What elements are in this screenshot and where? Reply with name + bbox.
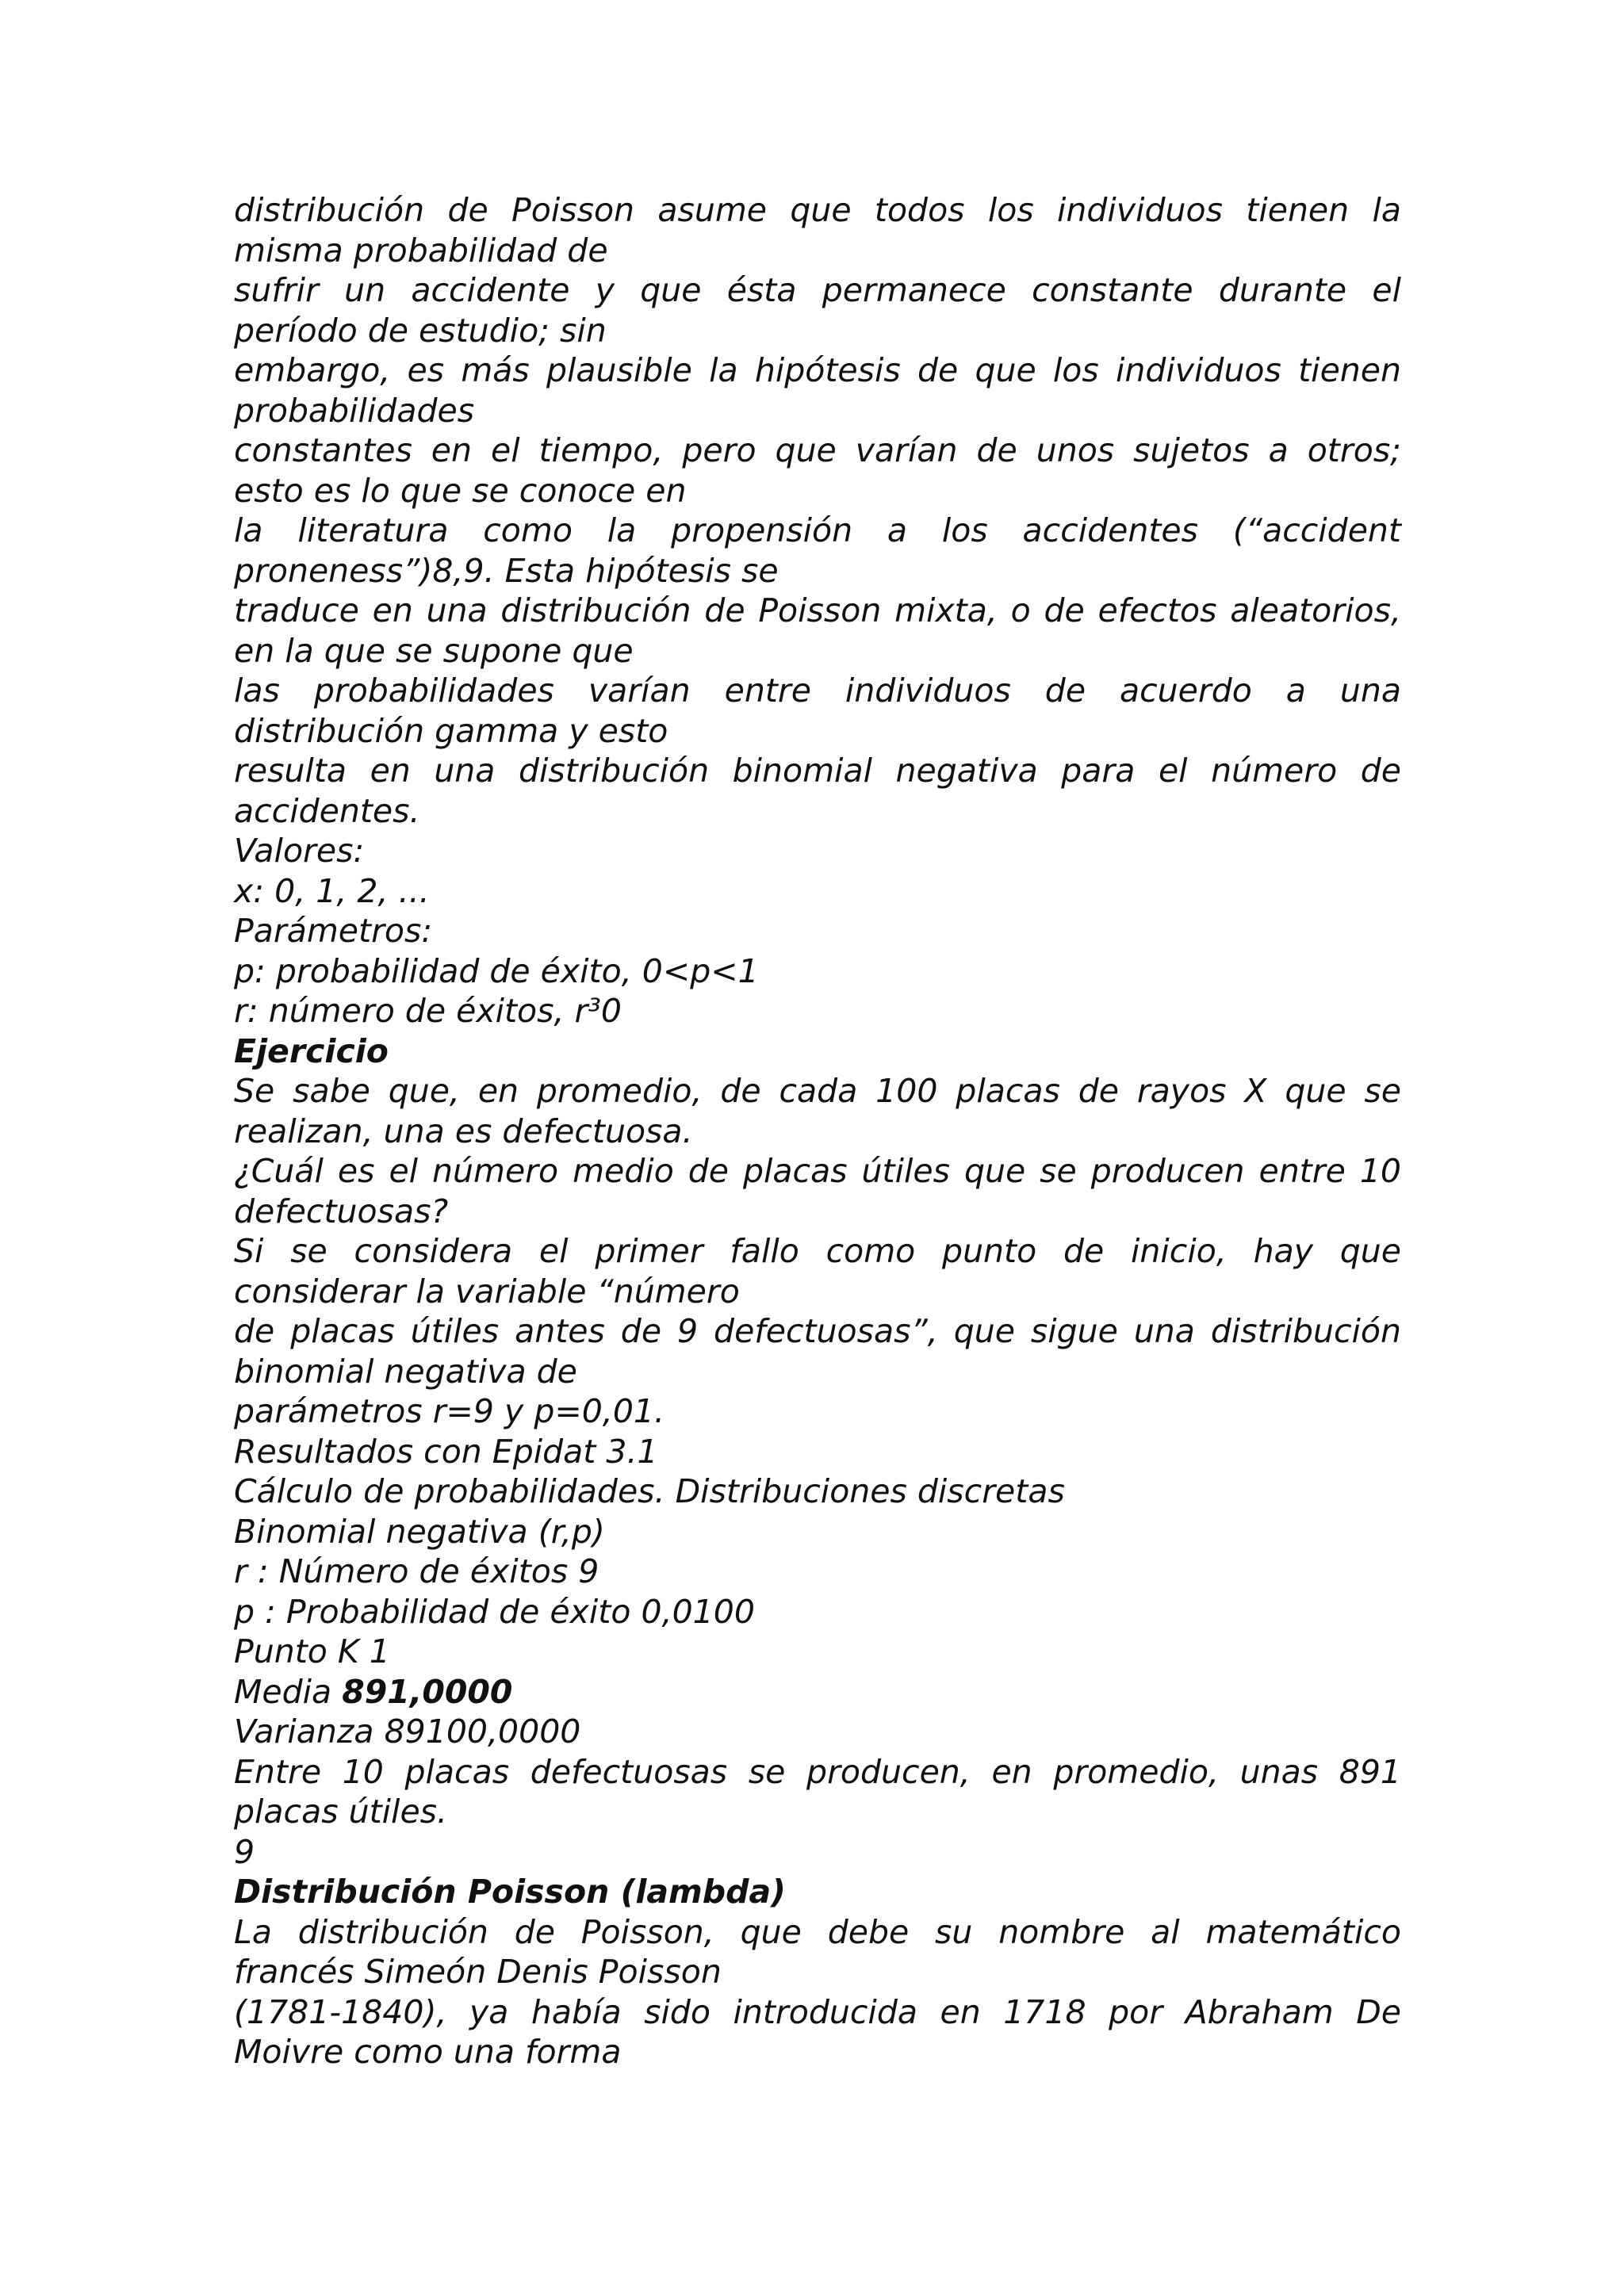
text-line: proneness”)8,9. Esta hipótesis se xyxy=(234,551,779,590)
text-line: misma probabilidad de xyxy=(234,231,608,270)
text-line: probabilidades xyxy=(234,391,475,430)
text-line: sufrir un accidente y que ésta permanece constante durante el xyxy=(234,271,1401,309)
text-line: Entre 10 placas defectuosas se producen, en promedio, unas 891 xyxy=(234,1752,1401,1791)
text-line: binomial negativa de xyxy=(234,1352,577,1391)
page-number: 9 xyxy=(234,1832,255,1871)
text-line: las probabilidades varían entre individuos de acuerdo a una xyxy=(234,672,1401,710)
text-line: ¿Cuál es el número medio de placas útiles que se producen entre 10 xyxy=(234,1152,1401,1190)
text-line: Resultados con Epidat 3.1 xyxy=(234,1432,658,1471)
text-line: la literatura como la propensión a los accidentes (“accident xyxy=(234,511,1401,549)
text-line: realizan, una es defectuosa. xyxy=(234,1112,693,1150)
mean-line xyxy=(234,1672,1401,1712)
text-line: de placas útiles antes de 9 defectuosas”, que sigue una distribución xyxy=(234,1312,1401,1350)
text-line: r: número de éxitos, r³0 xyxy=(234,992,622,1030)
text-line: defectuosas? xyxy=(234,1192,449,1230)
mean-value: 891,0000 xyxy=(342,1672,513,1711)
text-line: (1781-1840), ya había sido introducida en 1718 por Abraham De xyxy=(234,1992,1401,2031)
section-label: Valores: xyxy=(234,832,365,870)
text-line: esto es lo que se conoce en xyxy=(234,471,687,510)
mean-label: Media xyxy=(234,1672,332,1711)
text-line: en la que se supone que xyxy=(234,631,634,670)
poisson-heading: Distribución Poisson (lambda) xyxy=(234,1873,786,1911)
section-label: Parámetros: xyxy=(234,912,433,950)
text-line: Cálculo de probabilidades. Distribuciones discretas xyxy=(234,1472,1065,1510)
text-line: francés Simeón Denis Poisson xyxy=(234,1953,722,1991)
text-line: distribución de Poisson asume que todos los individuos tienen la xyxy=(234,191,1401,229)
text-line: constantes en el tiempo, pero que varían de unos sujetos a otros; xyxy=(234,431,1401,469)
text-line: p: probabilidad de éxito, 0<p<1 xyxy=(234,951,759,990)
document-page xyxy=(234,190,1401,2072)
text-line: distribución gamma y esto xyxy=(234,711,668,750)
text-line: embargo, es más plausible la hipótesis de que los individuos tienen xyxy=(234,351,1401,389)
text-line: período de estudio; sin xyxy=(234,311,607,350)
text-line: Moivre como una forma xyxy=(234,2033,622,2071)
text-line: placas útiles. xyxy=(234,1793,448,1831)
text-line: Punto K 1 xyxy=(234,1632,390,1670)
exercise-heading: Ejercicio xyxy=(234,1031,389,1070)
text-line: Si se considera el primer fallo como punto de inicio, hay que xyxy=(234,1232,1401,1270)
text-line: accidentes. xyxy=(234,791,420,830)
text-line: considerar la variable “número xyxy=(234,1272,740,1311)
text-line: resulta en una distribución binomial negativa para el número de xyxy=(234,752,1401,790)
text-line: Varianza 89100,0000 xyxy=(234,1712,581,1751)
text-line: x: 0, 1, 2, ... xyxy=(234,871,430,910)
text-line: Binomial negativa (r,p) xyxy=(234,1512,605,1551)
text-line: Se sabe que, en promedio, de cada 100 placas de rayos X que se xyxy=(234,1072,1401,1110)
text-line: La distribución de Poisson, que debe su nombre al matemático xyxy=(234,1912,1401,1951)
text-line: parámetros r=9 y p=0,01. xyxy=(234,1392,665,1430)
text-line: r : Número de éxitos 9 xyxy=(234,1552,599,1590)
text-line: p : Probabilidad de éxito 0,0100 xyxy=(234,1592,755,1631)
text-line: traduce en una distribución de Poisson mixta, o de efectos aleatorios, xyxy=(234,591,1401,629)
